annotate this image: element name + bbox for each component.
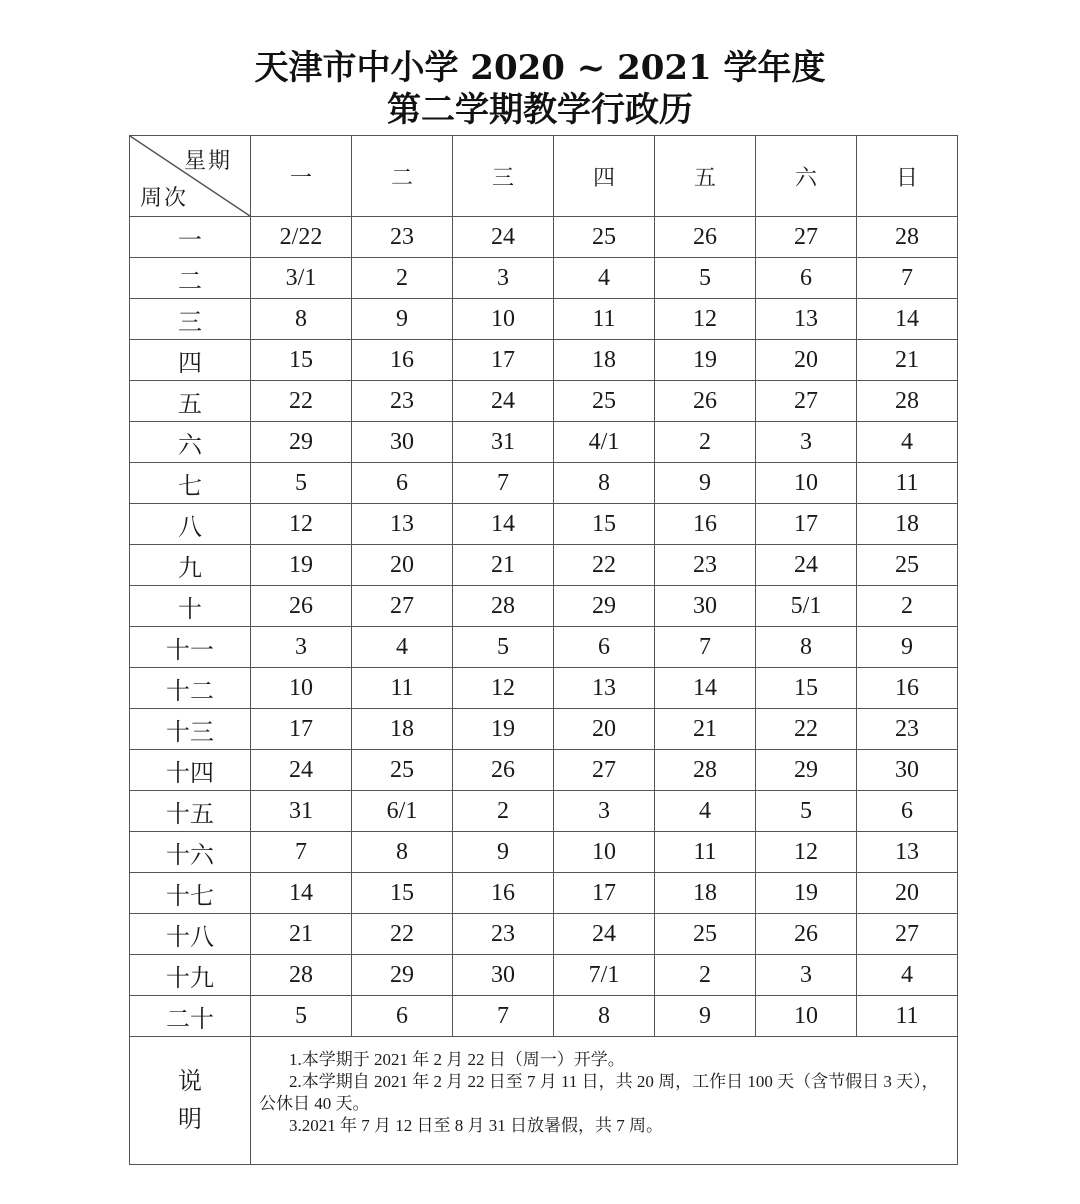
table-row bbox=[130, 258, 958, 299]
date-cell: 28 bbox=[251, 955, 352, 996]
date-cell: 21 bbox=[251, 914, 352, 955]
date-cell: 23 bbox=[857, 709, 958, 750]
date-cell: 15 bbox=[352, 873, 453, 914]
date-cell: 9 bbox=[453, 832, 554, 873]
date-cell: 25 bbox=[655, 914, 756, 955]
date-cell: 10 bbox=[756, 463, 857, 504]
week-number-cell: 四 bbox=[130, 340, 251, 381]
date-cell: 14 bbox=[655, 668, 756, 709]
table-row bbox=[130, 340, 958, 381]
date-cell: 5/1 bbox=[756, 586, 857, 627]
date-cell: 4 bbox=[857, 422, 958, 463]
week-number-cell: 十二 bbox=[130, 668, 251, 709]
date-cell: 4 bbox=[352, 627, 453, 668]
date-cell: 6 bbox=[756, 258, 857, 299]
date-cell: 25 bbox=[554, 381, 655, 422]
date-cell: 25 bbox=[554, 217, 655, 258]
date-cell: 22 bbox=[251, 381, 352, 422]
date-cell: 14 bbox=[251, 873, 352, 914]
date-cell: 6 bbox=[352, 463, 453, 504]
table-row bbox=[130, 463, 958, 504]
date-cell: 2 bbox=[453, 791, 554, 832]
table-row bbox=[130, 996, 958, 1037]
table-row bbox=[130, 545, 958, 586]
date-cell: 2/22 bbox=[251, 217, 352, 258]
date-cell: 26 bbox=[655, 217, 756, 258]
day-header-fri: 五 bbox=[655, 136, 756, 217]
date-cell: 4 bbox=[554, 258, 655, 299]
date-cell: 2 bbox=[857, 586, 958, 627]
date-cell: 4/1 bbox=[554, 422, 655, 463]
document-title-line-2: 第二学期教学行政历 bbox=[387, 90, 693, 130]
day-header-sat: 六 bbox=[756, 136, 857, 217]
date-cell: 12 bbox=[655, 299, 756, 340]
date-cell: 28 bbox=[655, 750, 756, 791]
date-cell: 9 bbox=[655, 463, 756, 504]
table-header-row bbox=[130, 136, 958, 217]
week-number-cell: 十八 bbox=[130, 914, 251, 955]
date-cell: 11 bbox=[857, 463, 958, 504]
date-cell: 2 bbox=[655, 422, 756, 463]
date-cell: 22 bbox=[554, 545, 655, 586]
date-cell: 16 bbox=[453, 873, 554, 914]
date-cell: 26 bbox=[655, 381, 756, 422]
semester-calendar-table bbox=[129, 135, 958, 1165]
date-cell: 19 bbox=[756, 873, 857, 914]
table-row bbox=[130, 914, 958, 955]
week-number-cell: 十四 bbox=[130, 750, 251, 791]
date-cell: 30 bbox=[857, 750, 958, 791]
note-item: 1.本学期于 2021 年 2 月 22 日（周一）开学。 bbox=[289, 1050, 625, 1069]
date-cell: 8 bbox=[554, 996, 655, 1037]
date-cell: 3 bbox=[756, 422, 857, 463]
date-cell: 15 bbox=[554, 504, 655, 545]
date-cell: 29 bbox=[251, 422, 352, 463]
date-cell: 2 bbox=[655, 955, 756, 996]
date-cell: 5 bbox=[655, 258, 756, 299]
date-cell: 30 bbox=[655, 586, 756, 627]
week-number-cell: 五 bbox=[130, 381, 251, 422]
date-cell: 19 bbox=[453, 709, 554, 750]
date-cell: 29 bbox=[554, 586, 655, 627]
date-cell: 14 bbox=[453, 504, 554, 545]
date-cell: 5 bbox=[453, 627, 554, 668]
date-cell: 16 bbox=[655, 504, 756, 545]
date-cell: 3 bbox=[756, 955, 857, 996]
table-row bbox=[130, 832, 958, 873]
date-cell: 9 bbox=[352, 299, 453, 340]
date-cell: 13 bbox=[857, 832, 958, 873]
date-cell: 20 bbox=[352, 545, 453, 586]
date-cell: 4 bbox=[857, 955, 958, 996]
table-row bbox=[130, 873, 958, 914]
date-cell: 24 bbox=[756, 545, 857, 586]
date-cell: 27 bbox=[352, 586, 453, 627]
date-cell: 7 bbox=[251, 832, 352, 873]
date-cell: 13 bbox=[554, 668, 655, 709]
table-row bbox=[130, 750, 958, 791]
date-cell: 19 bbox=[655, 340, 756, 381]
date-cell: 31 bbox=[251, 791, 352, 832]
date-cell: 6 bbox=[554, 627, 655, 668]
date-cell: 8 bbox=[352, 832, 453, 873]
date-cell: 25 bbox=[352, 750, 453, 791]
date-cell: 22 bbox=[756, 709, 857, 750]
date-cell: 5 bbox=[251, 996, 352, 1037]
date-cell: 5 bbox=[251, 463, 352, 504]
date-cell: 25 bbox=[857, 545, 958, 586]
notes-label-cell bbox=[130, 1037, 251, 1165]
date-cell: 26 bbox=[756, 914, 857, 955]
week-number-cell: 十七 bbox=[130, 873, 251, 914]
date-cell: 26 bbox=[251, 586, 352, 627]
date-cell: 30 bbox=[352, 422, 453, 463]
date-cell: 22 bbox=[352, 914, 453, 955]
date-cell: 3 bbox=[453, 258, 554, 299]
date-cell: 20 bbox=[554, 709, 655, 750]
week-number-cell: 六 bbox=[130, 422, 251, 463]
date-cell: 26 bbox=[453, 750, 554, 791]
week-number-cell: 十 bbox=[130, 586, 251, 627]
table-row bbox=[130, 668, 958, 709]
date-cell: 24 bbox=[453, 217, 554, 258]
date-cell: 24 bbox=[453, 381, 554, 422]
date-cell: 7/1 bbox=[554, 955, 655, 996]
week-number-cell: 二十 bbox=[130, 996, 251, 1037]
date-cell: 7 bbox=[857, 258, 958, 299]
date-cell: 17 bbox=[453, 340, 554, 381]
week-number-cell: 八 bbox=[130, 504, 251, 545]
week-number-cell: 十三 bbox=[130, 709, 251, 750]
date-cell: 30 bbox=[453, 955, 554, 996]
date-cell: 18 bbox=[655, 873, 756, 914]
date-cell: 27 bbox=[857, 914, 958, 955]
date-cell: 3 bbox=[554, 791, 655, 832]
date-cell: 23 bbox=[352, 217, 453, 258]
day-header-sun: 日 bbox=[857, 136, 958, 217]
date-cell: 10 bbox=[251, 668, 352, 709]
table-row bbox=[130, 709, 958, 750]
date-cell: 17 bbox=[554, 873, 655, 914]
date-cell: 15 bbox=[251, 340, 352, 381]
week-number-cell: 十一 bbox=[130, 627, 251, 668]
table-row bbox=[130, 217, 958, 258]
date-cell: 24 bbox=[554, 914, 655, 955]
date-cell: 13 bbox=[352, 504, 453, 545]
day-header-wed: 三 bbox=[453, 136, 554, 217]
date-cell: 11 bbox=[352, 668, 453, 709]
date-cell: 21 bbox=[453, 545, 554, 586]
corner-header-cell bbox=[130, 136, 251, 217]
date-cell: 10 bbox=[453, 299, 554, 340]
week-number-cell: 三 bbox=[130, 299, 251, 340]
date-cell: 14 bbox=[857, 299, 958, 340]
date-cell: 18 bbox=[857, 504, 958, 545]
date-cell: 10 bbox=[554, 832, 655, 873]
date-cell: 18 bbox=[554, 340, 655, 381]
table-row bbox=[130, 381, 958, 422]
date-cell: 28 bbox=[857, 217, 958, 258]
date-cell: 12 bbox=[453, 668, 554, 709]
date-cell: 16 bbox=[857, 668, 958, 709]
date-cell: 9 bbox=[655, 996, 756, 1037]
date-cell: 21 bbox=[655, 709, 756, 750]
date-cell: 8 bbox=[251, 299, 352, 340]
date-cell: 20 bbox=[756, 340, 857, 381]
day-header-mon: 一 bbox=[251, 136, 352, 217]
date-cell: 12 bbox=[251, 504, 352, 545]
date-cell: 16 bbox=[352, 340, 453, 381]
date-cell: 18 bbox=[352, 709, 453, 750]
corner-week-number-label: 周次 bbox=[140, 186, 189, 211]
note-item: 3.2021 年 7 月 12 日至 8 月 31 日放暑假，共 7 周。 bbox=[289, 1116, 663, 1135]
date-cell: 28 bbox=[857, 381, 958, 422]
date-cell: 23 bbox=[453, 914, 554, 955]
date-cell: 17 bbox=[251, 709, 352, 750]
corner-weekday-label: 星期 bbox=[183, 149, 232, 174]
notes-content-cell bbox=[251, 1037, 958, 1165]
date-cell: 28 bbox=[453, 586, 554, 627]
table-row bbox=[130, 422, 958, 463]
date-cell: 31 bbox=[453, 422, 554, 463]
week-number-cell: 十五 bbox=[130, 791, 251, 832]
table-row bbox=[130, 627, 958, 668]
table-row bbox=[130, 955, 958, 996]
table-row bbox=[130, 791, 958, 832]
date-cell: 10 bbox=[756, 996, 857, 1037]
date-cell: 8 bbox=[756, 627, 857, 668]
day-header-thu: 四 bbox=[554, 136, 655, 217]
date-cell: 7 bbox=[655, 627, 756, 668]
date-cell: 29 bbox=[352, 955, 453, 996]
date-cell: 7 bbox=[453, 996, 554, 1037]
date-cell: 6/1 bbox=[352, 791, 453, 832]
table-row bbox=[130, 586, 958, 627]
table-row bbox=[130, 504, 958, 545]
date-cell: 15 bbox=[756, 668, 857, 709]
date-cell: 11 bbox=[655, 832, 756, 873]
document-title-line-1: 天津市中小学 2020 ~ 2021 学年度 bbox=[254, 48, 826, 88]
date-cell: 20 bbox=[857, 873, 958, 914]
date-cell: 5 bbox=[756, 791, 857, 832]
week-number-cell: 七 bbox=[130, 463, 251, 504]
date-cell: 29 bbox=[756, 750, 857, 791]
date-cell: 27 bbox=[756, 381, 857, 422]
notes-row bbox=[130, 1037, 958, 1165]
date-cell: 6 bbox=[857, 791, 958, 832]
week-number-cell: 十六 bbox=[130, 832, 251, 873]
date-cell: 9 bbox=[857, 627, 958, 668]
date-cell: 3 bbox=[251, 627, 352, 668]
date-cell: 23 bbox=[352, 381, 453, 422]
week-number-cell: 十九 bbox=[130, 955, 251, 996]
date-cell: 24 bbox=[251, 750, 352, 791]
date-cell: 12 bbox=[756, 832, 857, 873]
date-cell: 4 bbox=[655, 791, 756, 832]
date-cell: 23 bbox=[655, 545, 756, 586]
date-cell: 8 bbox=[554, 463, 655, 504]
date-cell: 21 bbox=[857, 340, 958, 381]
table-row bbox=[130, 299, 958, 340]
date-cell: 2 bbox=[352, 258, 453, 299]
day-header-tue: 二 bbox=[352, 136, 453, 217]
week-number-cell: 二 bbox=[130, 258, 251, 299]
date-cell: 6 bbox=[352, 996, 453, 1037]
date-cell: 27 bbox=[756, 217, 857, 258]
date-cell: 7 bbox=[453, 463, 554, 504]
date-cell: 27 bbox=[554, 750, 655, 791]
date-cell: 11 bbox=[857, 996, 958, 1037]
date-cell: 11 bbox=[554, 299, 655, 340]
date-cell: 3/1 bbox=[251, 258, 352, 299]
notes-label: 说明 bbox=[178, 1068, 202, 1133]
date-cell: 13 bbox=[756, 299, 857, 340]
week-number-cell: 一 bbox=[130, 217, 251, 258]
date-cell: 17 bbox=[756, 504, 857, 545]
date-cell: 19 bbox=[251, 545, 352, 586]
week-number-cell: 九 bbox=[130, 545, 251, 586]
note-item: 2.本学期自 2021 年 2 月 22 日至 7 月 11 日，共 20 周，工作日 100 天（含节假日 3 天），公休日 40 天。 bbox=[259, 1072, 939, 1113]
